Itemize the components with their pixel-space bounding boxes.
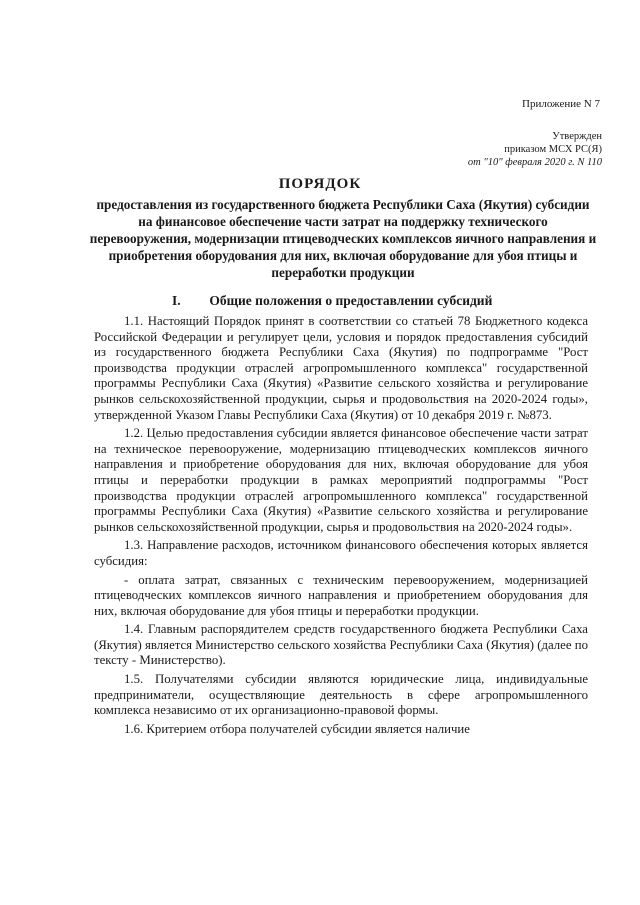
paragraph-1-4: 1.4. Главным распорядителем средств государственного бюджета Республики Саха (Якутия) является Министерство сельского хозяйства Республики Саха (Якутия) (далее по тексту - Министерство). [94,622,588,668]
paragraph-1-3-bullet: - оплата затрат, связанных с техническим перевооружением, модернизацией птицеводческих комплексов яичного направления и приобретением оборудования для них, включая оборудование для убоя птицы и переработки продукции. [94,572,588,618]
paragraph-1-2: 1.2. Целью предоставления субсидии является финансовое обеспечение части затрат на техническое перевооружение, модернизацию птицеводческих комплексов яичного направления и приобретение оборудования для них, включая оборудование для убоя птицы и переработки продукции в рамках мероприятий подпрограммы "Рост производства продукции отраслей агропромышленного комплекса" государственной программы Республики Саха (Якутия) «Развитие сельского хозяйства и регулирование рынков сельскохозяйственной продукции, сырья и продовольствия на 2020-2024 годы». [94,426,588,534]
paragraph-1-5: 1.5. Получателями субсидии являются юридические лица, индивидуальные предприниматели, осуществляющие деятельность в сфере агропромышленного комплекса независимо от их организационно-правовой формы. [94,672,588,718]
appendix-label: Приложение N 7 [522,98,600,110]
approved-date-line: от "10" февраля 2020 г. N 110 [467,157,602,168]
document-title: ПОРЯДОК [278,176,362,192]
document-body [94,314,588,740]
section-heading [172,293,592,309]
approval-block [468,130,602,169]
paragraph-1-6: 1.6. Критерием отбора получателей субсидии является наличие [124,721,470,736]
approved-line: Утвержден [552,131,602,142]
section-number: I. [172,293,181,308]
approved-order-line: приказом МСХ РС(Я) [504,144,602,155]
paragraph-1-3: 1.3. Направление расходов, источником финансового обеспечения которых является субсидия: [94,538,588,568]
paragraph-1-1: 1.1. Настоящий Порядок принят в соответствии со статьей 78 Бюджетного кодекса Российской Федерации и регулирует цели, условия и порядок предоставления субсидий из государственного бюджета Республики Саха (Якутия) по подпрограмме "Рост производства продукции отраслей агропромышленного комплекса" государственной программы Республики Саха (Якутия) «Развитие сельского хозяйства и регулирование рынков сельскохозяйственной продукции, сырья и продовольствия на 2020-2024 годы», утвержденной Указом Главы Республики Саха (Якутия) от 10 декабря 2019 г. №873. [94,314,588,422]
section-title: Общие положения о предоставлении субсидий [209,293,493,308]
document-subtitle: предоставления из государственного бюджета Республики Саха (Якутия) субсидии на финансовое обеспечение части затрат на поддержку технического перевооружения, модернизации птицеводческих комплексов яичного направления и приобретения оборудования для них, включая оборудование для убоя птицы и переработки продукции [89,197,597,280]
